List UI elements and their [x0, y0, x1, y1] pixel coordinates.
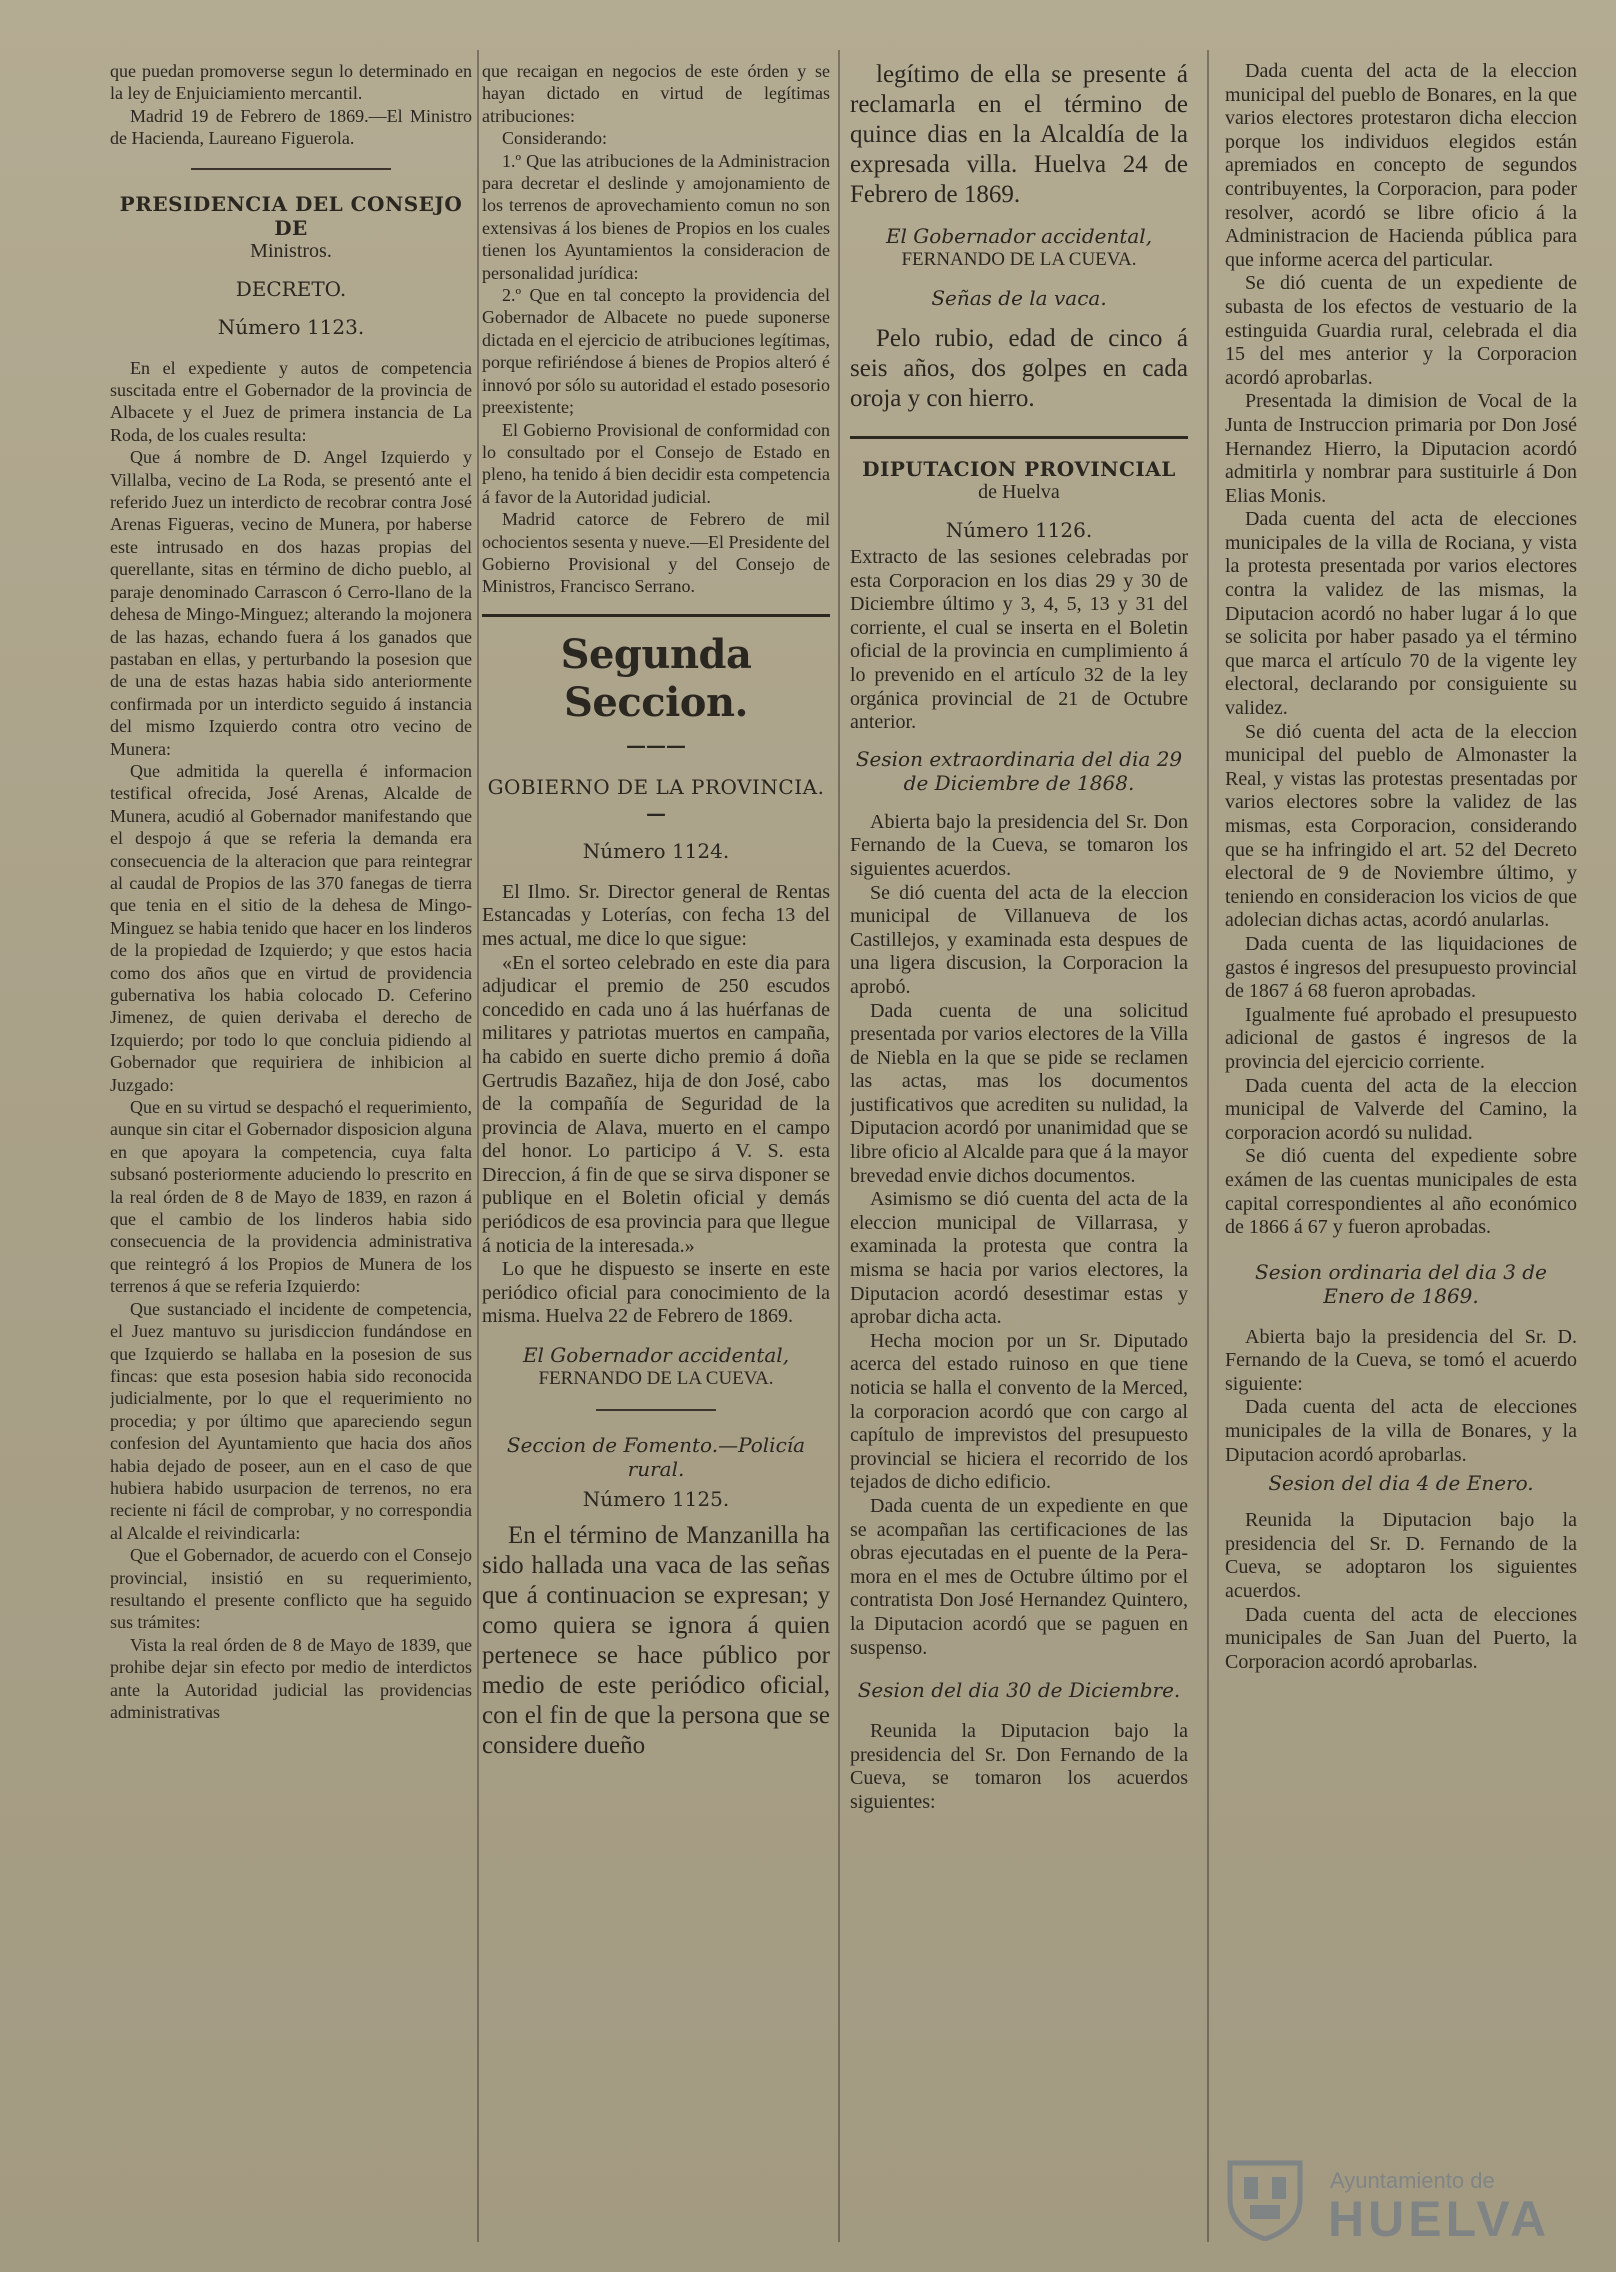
section-title: Segunda Seccion. — [560, 630, 752, 726]
paragraph: Madrid 19 de Febrero de 1869.—El Ministro de Hacienda, Laureano Figuerola. — [110, 105, 472, 149]
paragraph: Se dió cuenta del expediente sobre exámen de las cuentas municipales de esta capital correspondientes al año económico de 1866 á 67 y fueron aprobadas. — [1225, 1145, 1577, 1239]
paragraph: Extracto de las sesiones celebradas por esta Corporacion en los dias 29 y 30 de Diciembre último y 3, 4, 5, 13 y 31 del corriente, el cual se inserta en el Boletin oficial de la provincia en cumplimiento á lo prevenido en el artículo 32 de la ley orgánica provincial de 21 de Octubre anterior. — [850, 546, 1188, 734]
section-subheading: Señas de la vaca. — [931, 286, 1107, 310]
column-3 — [850, 60, 1188, 2232]
paragraph: En el expediente y autos de competencia suscitada entre el Gobernador de la provincia de Albacete y el Juez de primera instancia de La Roda, de los cuales resulta: — [110, 357, 472, 445]
session-heading: Sesion ordinaria del dia 3 de Enero de 1869. — [1255, 1259, 1547, 1308]
session-heading: Sesion del dia 4 de Enero. — [1268, 1471, 1534, 1496]
section-heading: PRESIDENCIA DEL CONSEJO DE — [119, 191, 463, 240]
section-subheading: de Huelva — [978, 481, 1060, 503]
watermark-label: Ayuntamiento de — [1330, 2168, 1495, 2193]
divider — [482, 614, 830, 617]
divider — [191, 168, 391, 170]
paragraph: Igualmente fué aprobado el presupuesto adicional de gastos é ingresos de la provincia del ejercicio corriente. — [1225, 1003, 1577, 1073]
signature-name: FERNANDO DE LA CUEVA. — [901, 249, 1137, 270]
paragraph: que recaigan en negocios de este órden y se hayan dictado en virtud de legítimas atribuciones: — [482, 61, 830, 126]
paragraph: El Ilmo. Sr. Director general de Rentas Estancadas y Loterías, con fecha 13 del mes actual, me dice lo que sigue: — [482, 880, 830, 950]
section-heading: DIPUTACION PROVINCIAL — [862, 457, 1176, 481]
paragraph: Dada cuenta del acta de elecciones municipales de San Juan del Puerto, la Corporacion acordó aprobarlas. — [1225, 1603, 1577, 1673]
item-number: Número 1124. — [582, 838, 730, 863]
paragraph: Que en su virtud se despachó el requerimiento, aunque sin citar el Gobernador disposicion alguna en que apoyara la competencia, cuya falta subsanó posteriormente aduciendo lo prescrito en la real órden de 8 de Mayo de 1839, en razon á que el cambio de los linderos habia sido consecuencia de la providencia administrativa que reintegró á los Propios de Munera de los terrenos á que se referia Izquierdo: — [110, 1097, 472, 1297]
paragraph: Hecha mocion por un Sr. Diputado acerca del estado ruinoso en que tiene noticia se halla el convento de la Merced, la corporacion acordó que con cargo al capítulo de imprevistos del presupuesto provincial se hiciera el recorrido de los tejados de dicho edificio. — [850, 1329, 1188, 1494]
paragraph: Se dió cuenta del acta de la eleccion municipal de Villanueva de los Castillejos, y examinada esta despues de una ligera discusion, la Corporacion la aprobó. — [850, 881, 1188, 998]
paragraph: Abierta bajo la presidencia del Sr. Don Fernando de la Cueva, se tomaron los siguientes acuerdos. — [850, 810, 1188, 880]
paragraph: Dada cuenta de un expediente en que se acompañan las certificaciones de las obras ejecutadas en el puente de la Pera-mora en el mes de Octubre último por el contratista Don José Hernandez Quintero, la Diputacion acordó que se paguen en suspenso. — [850, 1494, 1188, 1659]
paragraph: Abierta bajo la presidencia del Sr. D. Fernando de la Cueva, se tomó el acuerdo siguiente: — [1225, 1325, 1577, 1395]
section-subheading: Seccion de Fomento.—Policía rural. — [506, 1433, 806, 1482]
column-rule — [1207, 50, 1209, 2242]
watermark-title: HUELVA — [1328, 2191, 1551, 2247]
paragraph: Lo que he dispuesto se inserte en este periódico oficial para conocimiento de la misma. Huelva 22 de Febrero de 1869. — [482, 1258, 830, 1328]
paragraph: Pelo rubio, edad de cinco á seis años, dos golpes en cada oroja y con hierro. — [850, 325, 1188, 412]
column-1 — [110, 60, 472, 2232]
section-subheading: Ministros. — [250, 239, 332, 262]
paragraph: Considerando: — [502, 128, 607, 149]
paragraph: legítimo de ella se presente á reclamarla en el término de quince dias en la Alcaldía de la expresada villa. Huelva 24 de Febrero de 1869. — [850, 61, 1188, 208]
paragraph: Dada cuenta del acta de elecciones municipales de la villa de Bonares, y la Diputacion acordó aprobarlas. — [1225, 1396, 1577, 1466]
item-number: Número 1125. — [582, 1487, 730, 1512]
item-number: Número 1126. — [945, 518, 1093, 542]
archive-watermark — [1200, 2150, 1580, 2247]
paragraph: «En el sorteo celebrado en este dia para adjudicar el premio de 250 escudos concedido en cada uno á las huérfanas de militares y patriotas muertos en campaña, ha cabido en suerte dicho premio á doña Gertrudis Bazañez, hija de don José, cabo de la compañía de Seguridad de la provincia de Alava, muerto en el campo del honor. Lo participo á V. S. esta Direccion, á fin de que se sirva disponer se publique en el Boletin oficial y demás periódicos de esa provincia para que llegue á noticia de la interesada.» — [482, 951, 830, 1257]
divider: — — [646, 800, 666, 825]
section-heading: GOBIERNO DE LA PROVINCIA. — [487, 774, 825, 799]
paragraph: Dada cuenta del acta de la eleccion municipal del pueblo de Bonares, en la que varios electores protestaron dicha eleccion porque los individuos elegidos están apremiados en concepto de segundos contribuyentes, la Corporacion, para poder resolver, acordó se libre oficio á la Administracion de Hacienda pública para que informe acerca del particular. — [1225, 60, 1577, 271]
signature-title: El Gobernador accidental, — [522, 1343, 790, 1368]
paragraph: Reunida la Diputacion bajo la presidencia del Sr. Don Fernando de la Cueva, se tomaron los acuerdos siguientes: — [850, 1720, 1188, 1813]
paragraph: Madrid catorce de Febrero de mil ochocientos sesenta y nueve.—El Presidente del Gobierno Provisional y del Consejo de Ministros, Francisco Serrano. — [482, 509, 830, 597]
paragraph: En el término de Manzanilla ha sido hallada una vaca de las señas que á continuacion se expresan; y como quiera se ignora á quien pertenece se hace público por medio de este periódico oficial, con el fin de que la persona que se considere dueño — [482, 1522, 830, 1760]
column-4 — [1225, 60, 1577, 2232]
paragraph: Que admitida la querella é informacion testifical ofrecida, José Arenas, Alcalde de Munera, acudió al Gobernador manifestando que el despojo á que se referia la demanda era consecuencia de la alteracion que para reintegrar al caudal de Propios de las 370 fanegas de tierra que tenia en el sitio de la dehesa de Mingo-Minguez se habia tenido que hacer en los linderos de la propiedad de Izquierdo; y que estos hacia como dos años que en virtud de providencia gubernativa los habia colocado D. Ceferino Jimenez, de quien derivaba el derecho de Izquierdo; por todo lo que concluia pidiendo al Gobernador que requiriera de inhibicion al Juzgado: — [110, 760, 472, 1095]
paragraph: Dada cuenta del acta de elecciones municipales de la villa de Rociana, y vista la protesta presentada por varios electores contra la validez de las mismas, la Diputacion acordó no haber lugar á lo que se solicita por haber pasado ya el término que marca el artículo 70 de la vigente ley electoral, declarando por consiguiente su validez. — [1225, 508, 1577, 720]
divider: ——— — [626, 732, 686, 757]
paragraph: 2.º Que en tal concepto la providencia del Gobernador de Albacete no puede suponerse dictada en el ejercicio de atribuciones legítimas, porque refiriéndose á bienes de Propios alteró é innovó por sólo su autoridad el estado posesorio preexistente; — [482, 285, 830, 418]
column-2 — [482, 60, 830, 2232]
paragraph: Se dió cuenta del acta de la eleccion municipal del pueblo de Almonaster la Real, y vistas las protestas presentadas por varios electores sobre la validez de las mismas, esta Corporacion, considerando que se ha infringido el art. 52 del Decreto electoral de 9 de Noviembre último, y teniendo en consideracion los vicios de que adolecian dichas actas, acordó anularlas. — [1225, 720, 1577, 932]
paragraph: Que el Gobernador, de acuerdo con el Consejo provincial, insistió en su requerimiento, resultando el presente conflicto que ha seguido sus trámites: — [110, 1545, 472, 1633]
paragraph: Dada cuenta de las liquidaciones de gastos é ingresos del presupuesto provincial de 1867 á 68 fueron aprobadas. — [1225, 932, 1577, 1003]
coat-of-arms-icon — [1220, 2155, 1310, 2241]
paragraph: Presentada la dimision de Vocal de la Junta de Instruccion primaria por Don José Hernandez Hierro, la Diputacion acordó admitirla y nombrar para sustituirle á Don Elias Monis. — [1225, 390, 1577, 507]
paragraph: Que sustanciado el incidente de competencia, el Juez mantuvo su jurisdiccion fundándose en que Izquierdo se hallaba en la posesion de sus fincas: que esta posesion habia sido reconocida judicialmente, por lo que el requerimiento no procedia; y por último que apareciendo segun confesion del Ayuntamiento que hacia dos años habia dejado de poseer, aun en el caso de que hubiera habido usurpacion de terrenos, no era reciente ni fácil de comprobar, y no correspondia al Alcalde el reivindicarla: — [110, 1298, 472, 1543]
paragraph: Que á nombre de D. Angel Izquierdo y Villalba, vecino de La Roda, se presentó ante el referido Juez un interdicto de recobrar contra José Arenas Figueras, vecino de Munera, por haberse este intrusado en dos hazas propias del querellante, sitas en término de dicho pueblo, al paraje denominado Carrascon ó Cerro-llano de la dehesa de Mingo-Minguez; alterando la mojonera de las hazas, echando fuera á los ganados que pastaban en ellas, y perturbando la posesion que de una de estas hazas habia sido anteriormente confirmada por un interdicto seguido á instancia del mismo Izquierdo contra otro vecino de Munera: — [110, 447, 472, 759]
column-rule — [477, 50, 479, 2242]
paragraph: El Gobierno Provisional de conformidad con lo consultado por el Consejo de Estado en pleno, ha tenido á bien decidir esta competencia á favor de la Autoridad judicial. — [482, 419, 830, 507]
paragraph: 1.º Que las atribuciones de la Administracion para decretar el deslinde y amojonamiento de los terrenos de aprovechamiento comun no son extensivas á los bienes de Propios en los cuales tienen los Ayuntamientos la consideracion de personalidad jurídica: — [482, 150, 830, 283]
paragraph: Se dió cuenta de un expediente de subasta de los efectos de vestuario de la estinguida Guardia rural, celebrada el dia 15 del mes anterior y la Corporacion acordó aprobarlas. — [1225, 272, 1577, 389]
column-rule — [838, 50, 840, 2242]
signature-title: El Gobernador accidental, — [885, 224, 1153, 248]
paragraph: Vista la real órden de 8 de Mayo de 1839, que prohibe dejar sin efecto por medio de interdictos ante la Autoridad judicial las providencias administrativas — [110, 1634, 472, 1722]
session-heading: Sesion del dia 30 de Diciembre. — [857, 1678, 1181, 1703]
signature-name: FERNANDO DE LA CUEVA. — [538, 1368, 774, 1390]
divider — [850, 436, 1188, 439]
item-number: Número 1123. — [217, 314, 365, 339]
divider — [596, 1409, 716, 1411]
paragraph: Dada cuenta del acta de la eleccion municipal de Valverde del Camino, la corporacion acordó su nulidad. — [1225, 1074, 1577, 1144]
decree-label: DECRETO. — [235, 276, 347, 301]
paragraph: que puedan promoverse segun lo determinado en la ley de Enjuiciamiento mercantil. — [110, 61, 472, 104]
session-heading: Sesion extraordinaria del dia 29 de Diciembre de 1868. — [855, 746, 1183, 795]
paragraph: Reunida la Diputacion bajo la presidencia del Sr. D. Fernando de la Cueva, se adoptaron los siguientes acuerdos. — [1225, 1509, 1577, 1603]
paragraph: Dada cuenta de una solicitud presentada por varios electores de la Villa de Niebla en la que se pide se reclamen las actas, mas los documentos justificativos que acrediten su nulidad, la Diputacion acordó por unanimidad que se libre oficio al Alcalde para que á la mayor brevedad envie dichos documentos. — [850, 999, 1188, 1187]
paragraph: Asimismo se dió cuenta del acta de la eleccion municipal de Villarrasa, y examinada la protesta que contra la misma se hacia por varios electores, la Diputacion acordó desestimar estas y aprobar dicha acta. — [850, 1188, 1188, 1329]
